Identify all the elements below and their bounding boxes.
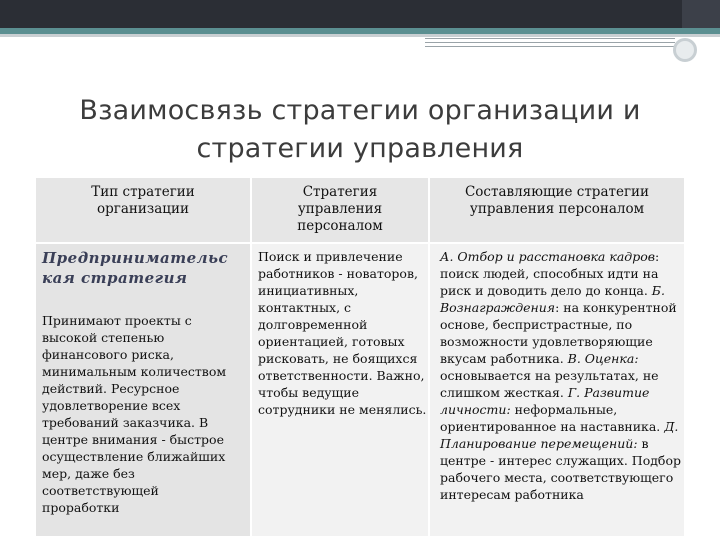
slide-title-line2: стратегии управления [196, 133, 524, 164]
component-e-label: Д. Планирование перемещений: [440, 419, 679, 451]
component-c-text: основывается на результатах, не слишком жесткая. [440, 368, 659, 400]
header-decoration-lines [425, 36, 685, 50]
hr-strategy-text: Поиск и привлечение работников - новаторов, инициативных, контактных, с долговременной ориентацией, готовых рисковать, не боящихся ответственности. Важно, чтобы ведущие сотрудники не менялись. [258, 249, 427, 417]
component-b-text: : на конкурентной основе, беспристрастные, по возможности удовлетворяющие вкусам работника. [440, 300, 677, 366]
slide-title-line1: Взаимосвязь стратегии организации и [79, 95, 641, 126]
slide-header-bar [0, 0, 720, 34]
component-d-label: Г. Развитие личности: [440, 385, 650, 417]
header-hr-strategy: Стратегия управления персоналом [297, 184, 383, 234]
component-d-text: неформальные, ориентированное на наставника. [440, 402, 661, 434]
strategy-name: Предпринимательс кая стратегия [42, 249, 229, 287]
slide-title [40, 92, 680, 168]
strategy-table [36, 178, 684, 536]
component-b-label: Б. Вознаграждения [440, 283, 665, 315]
component-a-label: А. Отбор и расстановка кадров [440, 249, 655, 264]
header-org-strategy-type: Тип стратегии организации [91, 184, 195, 217]
header-corner-block [682, 0, 720, 28]
header-circle-marker [673, 38, 697, 62]
hr-strategy-components-text [440, 248, 682, 503]
strategy-description: Принимают проекты с высокой степенью финансового риска, минимальным количеством действий. Ресурсное удовлетворение всех требований заказчика. В центре внимания - быстрое осуществление ближайших мер, даже без соответствующей проработки [42, 313, 227, 515]
component-a-text: : поиск людей, способных идти на риск и доводить дело до конца. [440, 249, 660, 298]
component-c-label: В. Оценка: [567, 351, 639, 366]
component-e-text: в центре - интерес служащих. Подбор рабочего места, соответствующего интересам работника [440, 436, 681, 502]
header-hr-strategy-components: Составляющие стратегии управления персоналом [464, 184, 650, 217]
